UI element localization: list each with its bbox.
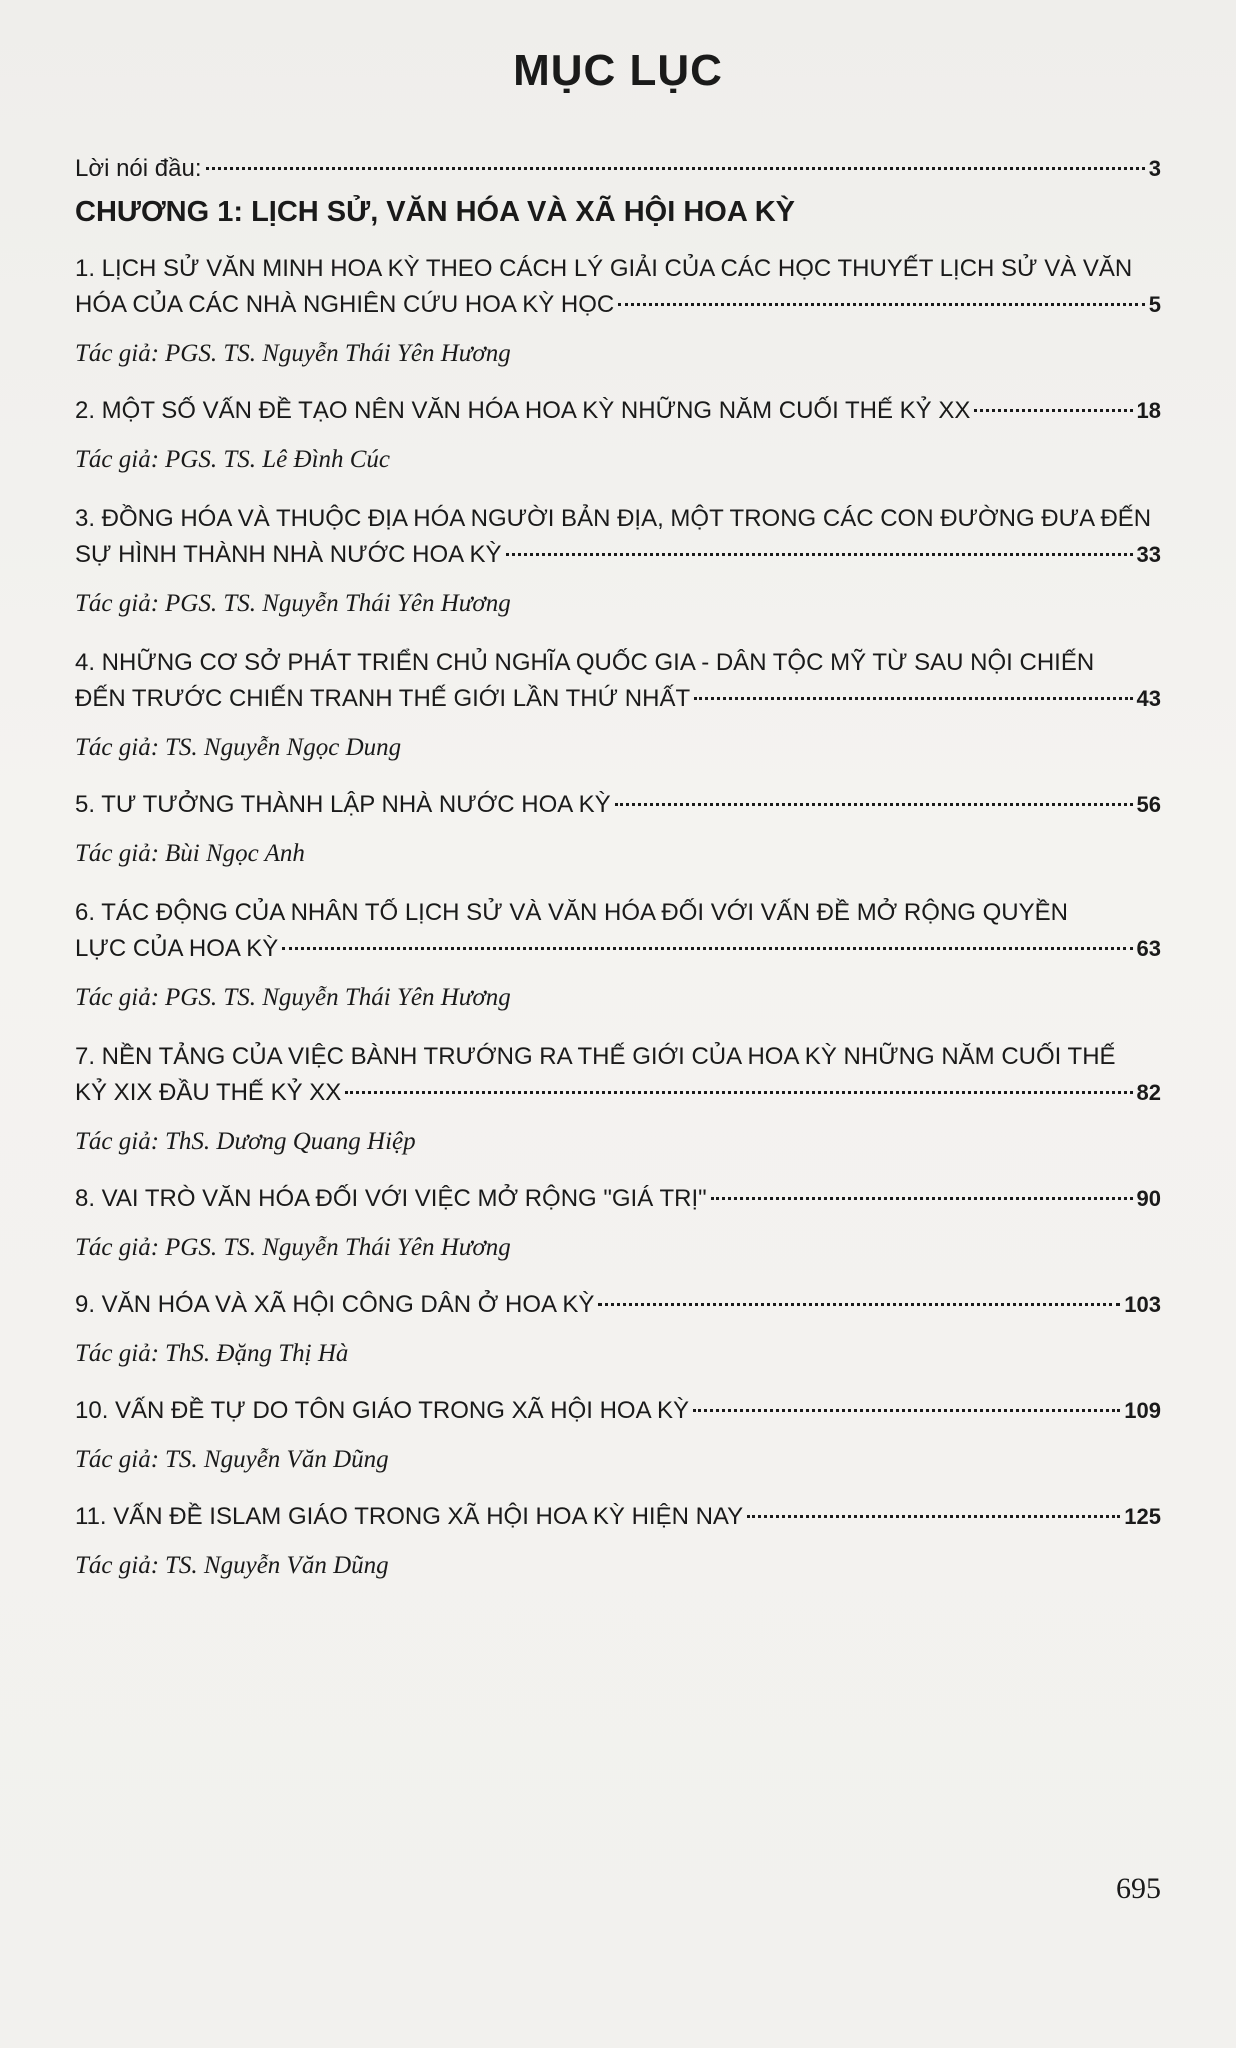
toc-entry-page: 43: [1136, 686, 1161, 711]
toc-entry-page: 56: [1136, 792, 1161, 817]
toc-intro-label: Lời nói đầu:: [75, 155, 202, 182]
author-label: Tác giả:: [75, 1552, 160, 1579]
dot-leader: [974, 409, 1132, 412]
toc-entry-title-line1: 7. NỀN TẢNG CỦA VIỆC BÀNH TRƯỚNG RA THẾ GIỚI CỦA HOA KỲ NHỮNG NĂM CUỐI THẾ: [75, 1043, 1116, 1070]
dot-leader: [618, 303, 1145, 306]
author-label: Tác giả:: [75, 734, 160, 761]
page-title: MỤC LỤC: [513, 46, 723, 95]
toc-entry-page: 82: [1136, 1080, 1161, 1105]
toc-entry-page: 103: [1124, 1292, 1161, 1317]
toc-entry: [75, 788, 1161, 872]
toc-entry-author: [75, 730, 1161, 766]
toc-entry-line: [75, 932, 1161, 966]
author-label: Tác giả:: [75, 340, 160, 367]
toc-entries: [75, 250, 1161, 1584]
toc-entry-author: [75, 1230, 1161, 1266]
dot-leader: [506, 553, 1133, 556]
dot-leader: [711, 1197, 1133, 1200]
author-name: ThS. Dương Quang Hiệp: [165, 1128, 416, 1155]
toc-entry-author: [75, 980, 1161, 1016]
table-of-contents: [75, 140, 1161, 1606]
toc-entry-page: 125: [1124, 1504, 1161, 1529]
toc-entry-line: [75, 1394, 1161, 1428]
author-name: ThS. Đặng Thị Hà: [165, 1340, 349, 1367]
toc-entry-line: [75, 1182, 1161, 1216]
toc-entry-title: 2. MỘT SỐ VẤN ĐỀ TẠO NÊN VĂN HÓA HOA KỲ NHỮNG NĂM CUỐI THẾ KỶ XX: [75, 397, 971, 424]
toc-entry-page: 18: [1136, 398, 1161, 423]
toc-entry-author: [75, 1336, 1161, 1372]
author-name: TS. Nguyễn Văn Dũng: [165, 1446, 389, 1473]
dot-leader: [694, 697, 1132, 700]
toc-entry-line: [75, 538, 1161, 572]
chapter-heading: CHƯƠNG 1: LỊCH SỬ, VĂN HÓA VÀ XÃ HỘI HOA KỲ: [75, 196, 796, 228]
toc-entry-title: 8. VAI TRÒ VĂN HÓA ĐỐI VỚI VIỆC MỞ RỘNG "GIÁ TRỊ": [75, 1185, 707, 1212]
toc-entry: [75, 250, 1161, 372]
toc-entry-title: 10. VẤN ĐỀ TỰ DO TÔN GIÁO TRONG XÃ HỘI HOA KỲ: [75, 1397, 689, 1424]
toc-entry-title: SỰ HÌNH THÀNH NHÀ NƯỚC HOA KỲ: [75, 541, 502, 568]
toc-entry-page: 63: [1136, 936, 1161, 961]
toc-entry-title: LỰC CỦA HOA KỲ: [75, 935, 279, 962]
author-label: Tác giả:: [75, 984, 160, 1011]
dot-leader: [747, 1515, 1120, 1518]
dot-leader: [598, 1303, 1120, 1306]
toc-entry-line: [75, 682, 1161, 716]
toc-entry-line: [75, 1500, 1161, 1534]
toc-entry: [75, 894, 1161, 1016]
author-label: Tác giả:: [75, 1340, 160, 1367]
author-label: Tác giả:: [75, 1128, 160, 1155]
toc-entry-title: KỶ XIX ĐẦU THẾ KỶ XX: [75, 1079, 342, 1106]
dot-leader: [282, 947, 1132, 950]
toc-entry-page: 5: [1148, 292, 1161, 317]
toc-entry-line: [75, 1288, 1161, 1322]
toc-entry: [75, 644, 1161, 766]
dot-leader: [693, 1409, 1120, 1412]
toc-entry: [75, 394, 1161, 478]
toc-entry-title: 5. TƯ TƯỞNG THÀNH LẬP NHÀ NƯỚC HOA KỲ: [75, 791, 611, 818]
author-name: PGS. TS. Nguyễn Thái Yên Hương: [165, 984, 511, 1011]
dot-leader: [345, 1091, 1132, 1094]
author-label: Tác giả:: [75, 446, 160, 473]
dot-leader: [206, 167, 1145, 170]
toc-entry-author: [75, 442, 1161, 478]
toc-entry-author: [75, 586, 1161, 622]
toc-entry-title: 11. VẤN ĐỀ ISLAM GIÁO TRONG XÃ HỘI HOA KỲ HIỆN NAY: [75, 1503, 744, 1530]
author-name: Bùi Ngọc Anh: [165, 840, 305, 867]
toc-entry-author: [75, 1548, 1161, 1584]
toc-entry-line: [75, 288, 1161, 322]
toc-intro-page: 3: [1148, 156, 1161, 181]
toc-entry: [75, 1500, 1161, 1584]
toc-entry: [75, 1182, 1161, 1266]
toc-entry-author: [75, 1124, 1161, 1160]
author-label: Tác giả:: [75, 1234, 160, 1261]
author-name: TS. Nguyễn Ngọc Dung: [165, 734, 402, 761]
toc-entry: [75, 500, 1161, 622]
dot-leader: [615, 803, 1133, 806]
toc-entry-title-line1: 6. TÁC ĐỘNG CỦA NHÂN TỐ LỊCH SỬ VÀ VĂN HÓA ĐỐI VỚI VẤN ĐỀ MỞ RỘNG QUYỀN: [75, 899, 1068, 926]
author-name: TS. Nguyễn Văn Dũng: [165, 1552, 389, 1579]
toc-entry: [75, 1394, 1161, 1478]
author-name: PGS. TS. Nguyễn Thái Yên Hương: [165, 590, 511, 617]
toc-entry: [75, 1288, 1161, 1372]
page-number: 695: [1116, 1872, 1161, 1905]
author-name: PGS. TS. Lê Đình Cúc: [165, 446, 391, 473]
toc-entry-author: [75, 836, 1161, 872]
toc-entry-line: [75, 1076, 1161, 1110]
toc-entry-title-line1: 3. ĐỒNG HÓA VÀ THUỘC ĐỊA HÓA NGƯỜI BẢN ĐỊA, MỘT TRONG CÁC CON ĐƯỜNG ĐƯA ĐẾN: [75, 505, 1152, 532]
toc-entry: [75, 1038, 1161, 1160]
toc-entry-page: 90: [1136, 1186, 1161, 1211]
toc-entry-author: [75, 336, 1161, 372]
toc-entry-page: 33: [1136, 542, 1161, 567]
toc-entry-author: [75, 1442, 1161, 1478]
toc-entry-line: [75, 788, 1161, 822]
author-label: Tác giả:: [75, 840, 160, 867]
toc-entry-title: HÓA CỦA CÁC NHÀ NGHIÊN CỨU HOA KỲ HỌC: [75, 291, 615, 318]
author-label: Tác giả:: [75, 1446, 160, 1473]
toc-entry-title-line1: 4. NHỮNG CƠ SỞ PHÁT TRIỂN CHỦ NGHĨA QUỐC GIA - DÂN TỘC MỸ TỪ SAU NỘI CHIẾN: [75, 649, 1095, 676]
toc-entry-line: [75, 394, 1161, 428]
toc-entry-title-line1: 1. LỊCH SỬ VĂN MINH HOA KỲ THEO CÁCH LÝ GIẢI CỦA CÁC HỌC THUYẾT LỊCH SỬ VÀ VĂN: [75, 255, 1133, 282]
author-name: PGS. TS. Nguyễn Thái Yên Hương: [165, 1234, 511, 1261]
toc-entry-page: 109: [1124, 1398, 1161, 1423]
toc-entry-title: 9. VĂN HÓA VÀ XÃ HỘI CÔNG DÂN Ở HOA KỲ: [75, 1291, 595, 1318]
author-label: Tác giả:: [75, 590, 160, 617]
author-name: PGS. TS. Nguyễn Thái Yên Hương: [165, 340, 511, 367]
toc-intro-line: [75, 152, 1161, 186]
toc-entry-title: ĐẾN TRƯỚC CHIẾN TRANH THẾ GIỚI LẦN THỨ NHẤT: [75, 685, 691, 712]
